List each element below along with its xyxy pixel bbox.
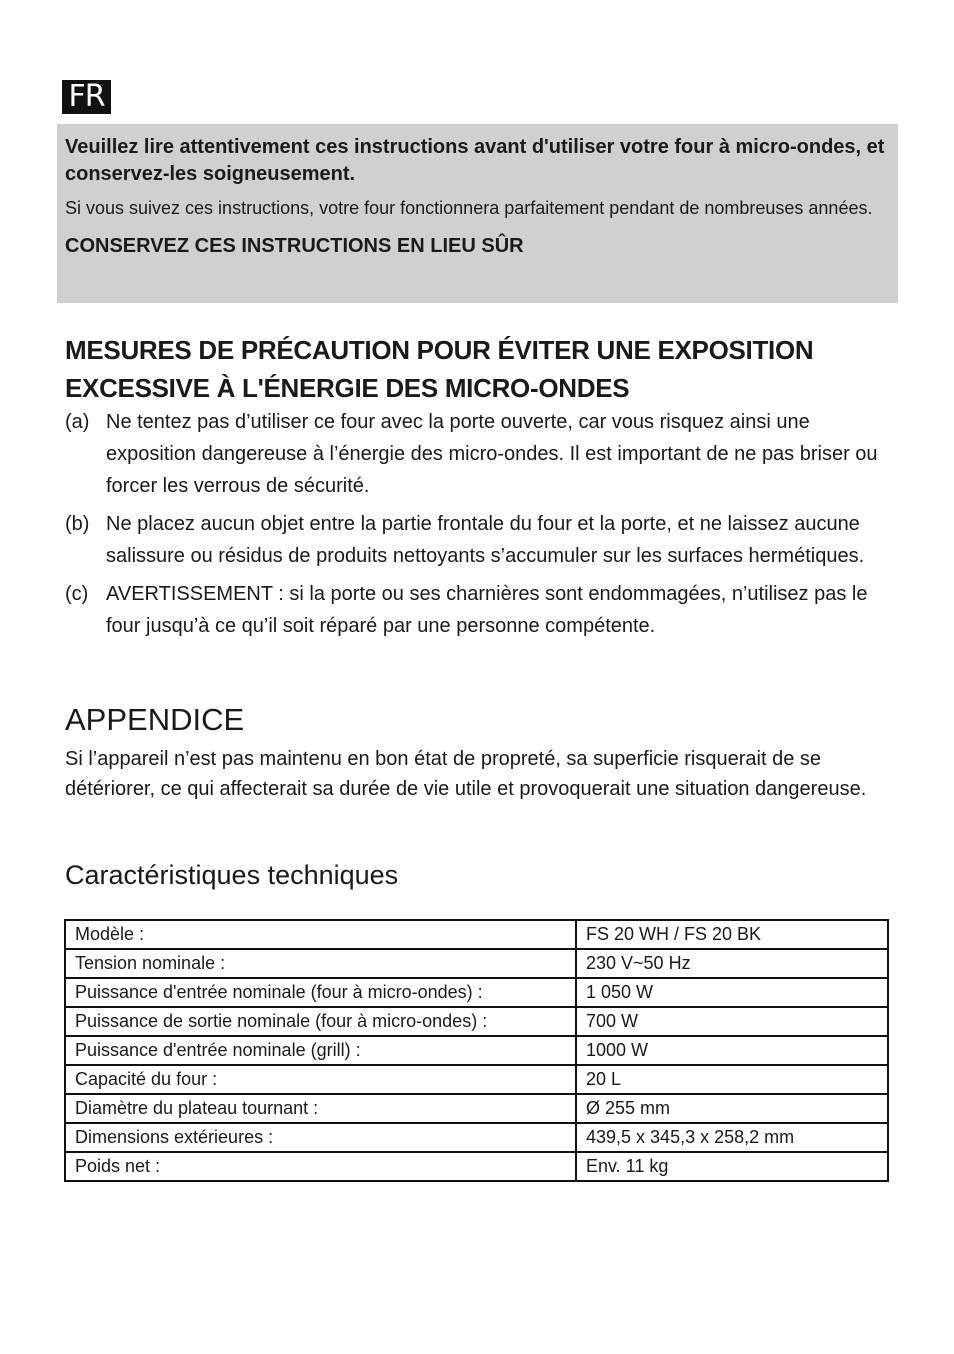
list-item-text: AVERTISSEMENT : si la porte ou ses charnières sont endommagées, n’utilisez pas le four jusqu’à ce qu’il soit réparé par une personne compétente. [106, 583, 868, 637]
list-item-marker: (a) [65, 411, 90, 433]
spec-value: 1 050 W [576, 978, 888, 1007]
list-item [65, 406, 895, 502]
table-row [65, 1036, 888, 1065]
specs-title: Caractéristiques techniques [65, 860, 399, 890]
precautions-list [65, 406, 895, 648]
notice-keep-safe: CONSERVEZ CES INSTRUCTIONS EN LIEU SÛR [65, 235, 524, 257]
table-row [65, 978, 888, 1007]
spec-label: Poids net : [65, 1152, 576, 1181]
spec-label: Diamètre du plateau tournant : [65, 1094, 576, 1123]
list-item-text: Ne tentez pas d’utiliser ce four avec la porte ouverte, car vous risquez ainsi une exposition dangereuse à l’énergie des micro-ondes. Il est important de ne pas briser ou forcer les verrous de sécurité. [106, 411, 878, 497]
spec-label: Puissance de sortie nominale (four à micro-ondes) : [65, 1007, 576, 1036]
table-row [65, 1007, 888, 1036]
specs-table [64, 919, 889, 1182]
list-item-marker: (c) [65, 583, 89, 605]
spec-value: Env. 11 kg [576, 1152, 888, 1181]
table-row [65, 1123, 888, 1152]
appendix-title: APPENDICE [65, 702, 245, 737]
spec-value: 1000 W [576, 1036, 888, 1065]
notice-box [57, 124, 898, 303]
spec-value: FS 20 WH / FS 20 BK [576, 920, 888, 949]
precautions-title: MESURES DE PRÉCAUTION POUR ÉVITER UNE EXPOSITION EXCESSIVE À L'ÉNERGIE DES MICRO-ONDES [65, 335, 814, 403]
table-row [65, 1065, 888, 1094]
appendix-text: Si l’appareil n’est pas maintenu en bon état de propreté, sa superficie risquerait de se détériorer, ce qui affecterait sa durée de vie utile et provoquerait une situation dangereuse. [65, 748, 867, 800]
list-item-marker: (b) [65, 513, 90, 535]
list-item [65, 578, 895, 642]
spec-label: Tension nominale : [65, 949, 576, 978]
table-row [65, 1152, 888, 1181]
table-row [65, 949, 888, 978]
spec-label: Modèle : [65, 920, 576, 949]
spec-label: Dimensions extérieures : [65, 1123, 576, 1152]
spec-label: Puissance d'entrée nominale (four à micro-ondes) : [65, 978, 576, 1007]
list-item-text: Ne placez aucun objet entre la partie frontale du four et la porte, et ne laissez aucune salissure ou résidus de produits nettoyants s’accumuler sur les surfaces hermétiques. [106, 513, 865, 567]
table-row [65, 920, 888, 949]
list-item [65, 508, 895, 572]
notice-intro-bold: Veuillez lire attentivement ces instructions avant d'utiliser votre four à micro-ondes, et conservez-les soigneusement. [65, 136, 885, 185]
spec-value: 230 V~50 Hz [576, 949, 888, 978]
spec-label: Puissance d'entrée nominale (grill) : [65, 1036, 576, 1065]
spec-value: 20 L [576, 1065, 888, 1094]
spec-value: 439,5 x 345,3 x 258,2 mm [576, 1123, 888, 1152]
table-row [65, 1094, 888, 1123]
spec-value: Ø 255 mm [576, 1094, 888, 1123]
spec-value: 700 W [576, 1007, 888, 1036]
notice-intro-text: Si vous suivez ces instructions, votre four fonctionnera parfaitement pendant de nombreuses années. [65, 198, 873, 218]
spec-label: Capacité du four : [65, 1065, 576, 1094]
language-badge: FR [62, 80, 111, 114]
